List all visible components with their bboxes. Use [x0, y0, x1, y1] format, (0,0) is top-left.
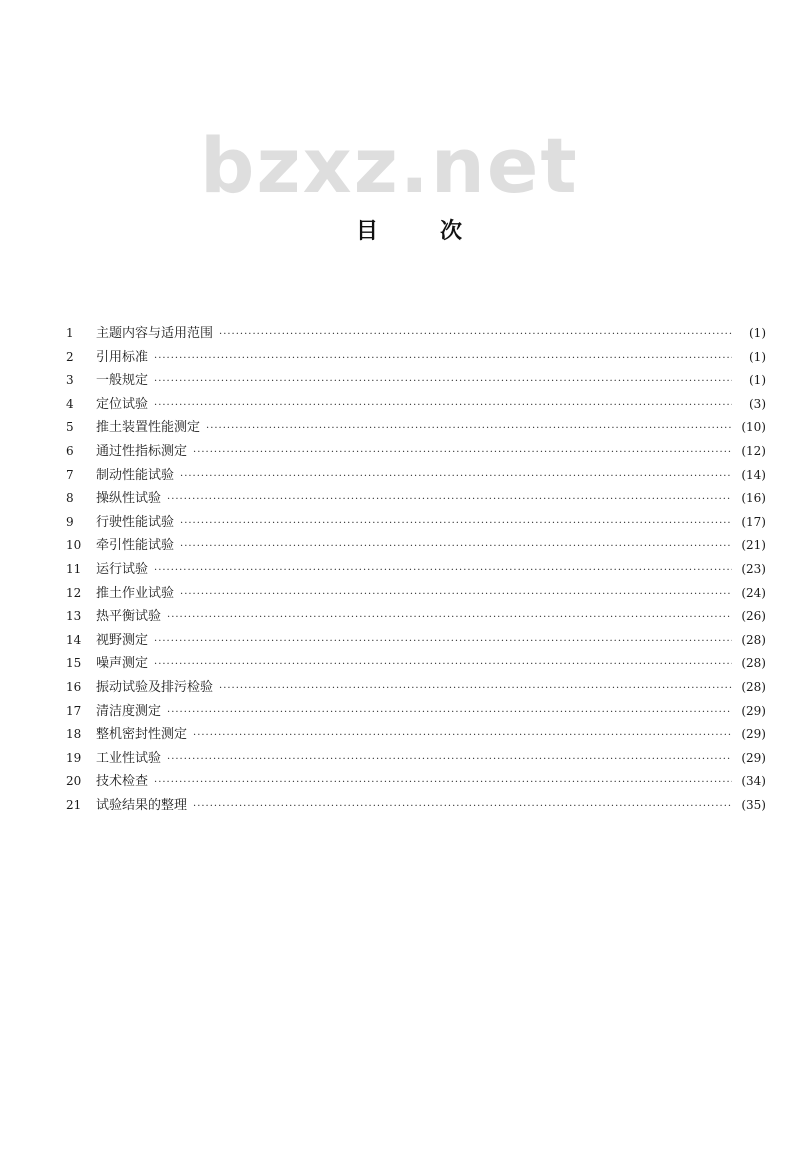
toc-entry-number: 8	[66, 491, 74, 506]
toc-entry	[66, 794, 766, 818]
toc-entry-page: (3)	[749, 396, 766, 411]
toc-entry-page: (28)	[741, 632, 766, 647]
toc-entry-number: 10	[66, 538, 82, 553]
dot-leader	[193, 730, 732, 741]
toc-entry-page: (29)	[741, 703, 766, 718]
dot-leader	[180, 518, 732, 529]
toc-entry-number: 5	[66, 420, 74, 435]
toc-entry	[66, 322, 766, 346]
dot-leader	[154, 777, 732, 788]
toc-entry-page: (28)	[741, 656, 766, 671]
toc-entry	[66, 652, 766, 676]
toc-entry-number: 6	[66, 443, 74, 458]
toc-entry-page: (1)	[749, 373, 766, 388]
toc-entry-page: (34)	[741, 774, 766, 789]
dot-leader	[180, 541, 732, 552]
dot-leader	[154, 636, 732, 647]
toc-entry-page: (24)	[741, 585, 766, 600]
title-char-1: 目	[356, 219, 379, 244]
toc-entry-label: 一般规定	[96, 373, 149, 389]
toc-entry-number: 4	[66, 396, 74, 411]
table-of-contents	[66, 322, 766, 817]
toc-entry	[66, 534, 766, 558]
toc-entry-number: 19	[66, 750, 82, 765]
toc-entry-label: 振动试验及排污检验	[96, 679, 214, 695]
toc-entry-page: (12)	[741, 443, 766, 458]
toc-entry-label: 主题内容与适用范围	[96, 326, 214, 341]
toc-entry-label: 通过性指标测定	[96, 443, 188, 459]
watermark: bzxz.net	[200, 121, 579, 210]
dot-leader	[167, 754, 732, 765]
dot-leader	[154, 659, 732, 670]
dot-leader	[206, 423, 732, 434]
title-char-2: 次	[440, 219, 463, 244]
dot-leader	[193, 801, 732, 812]
dot-leader	[219, 329, 732, 340]
toc-entry-label: 牵引性能试验	[96, 538, 175, 554]
toc-entry-label: 操纵性试验	[96, 491, 162, 507]
toc-entry-label: 噪声测定	[96, 656, 149, 672]
toc-entry-page: (14)	[741, 467, 766, 482]
dot-leader	[167, 612, 732, 623]
dot-leader	[154, 565, 732, 576]
toc-entry-number: 14	[66, 632, 82, 647]
dot-leader	[180, 471, 732, 482]
dot-leader	[154, 400, 732, 411]
toc-entry-number: 15	[66, 656, 82, 671]
toc-entry	[66, 605, 766, 629]
dot-leader	[180, 589, 732, 600]
toc-entry-number: 17	[66, 703, 82, 718]
toc-entry	[66, 629, 766, 653]
toc-entry-number: 18	[66, 727, 82, 742]
toc-entry	[66, 770, 766, 794]
toc-entry	[66, 369, 766, 393]
toc-entry-number: 2	[66, 349, 74, 364]
toc-entry-label: 视野测定	[96, 632, 149, 648]
toc-entry-number: 11	[66, 561, 82, 576]
toc-entry	[66, 676, 766, 700]
toc-entry-number: 21	[66, 797, 82, 812]
toc-entry-page: (26)	[741, 609, 766, 624]
toc-entry-number: 16	[66, 679, 82, 694]
toc-entry-label: 引用标准	[96, 349, 149, 365]
toc-entry-label: 行驶性能试验	[96, 514, 175, 530]
toc-entry	[66, 416, 766, 440]
toc-entry-page: (10)	[741, 420, 766, 435]
toc-entry	[66, 346, 766, 370]
toc-entry	[66, 511, 766, 535]
toc-entry-page: (1)	[749, 349, 766, 364]
toc-entry-page: (1)	[749, 326, 766, 340]
dot-leader	[167, 494, 732, 505]
toc-entry-label: 试验结果的整理	[96, 797, 188, 813]
toc-entry-label: 推土装置性能测定	[96, 420, 201, 436]
toc-entry	[66, 700, 766, 724]
toc-entry-label: 工业性试验	[96, 750, 162, 766]
toc-entry-number: 20	[66, 774, 82, 789]
toc-entry-label: 清洁度测定	[96, 703, 162, 719]
dot-leader	[219, 683, 732, 694]
toc-entry-page: (29)	[741, 750, 766, 765]
dot-leader	[167, 707, 732, 718]
toc-entry-number: 3	[66, 373, 74, 388]
dot-leader	[154, 376, 732, 387]
toc-entry-page: (29)	[741, 727, 766, 742]
toc-entry-page: (28)	[741, 679, 766, 694]
toc-entry	[66, 487, 766, 511]
dot-leader	[193, 447, 732, 458]
toc-entry	[66, 582, 766, 606]
toc-entry-number: 12	[66, 585, 82, 600]
toc-entry	[66, 393, 766, 417]
toc-entry	[66, 464, 766, 488]
page-title	[356, 214, 462, 245]
toc-entry-number: 1	[66, 326, 74, 340]
toc-entry-label: 制动性能试验	[96, 467, 175, 483]
toc-entry-label: 热平衡试验	[96, 609, 162, 625]
dot-leader	[154, 353, 732, 364]
toc-entry-page: (17)	[741, 514, 766, 529]
toc-entry	[66, 747, 766, 771]
toc-entry-page: (21)	[741, 538, 766, 553]
toc-entry-label: 整机密封性测定	[96, 727, 188, 743]
toc-entry-number: 9	[66, 514, 74, 529]
toc-entry-label: 推土作业试验	[96, 585, 175, 601]
toc-entry-page: (35)	[741, 797, 766, 812]
toc-entry-label: 运行试验	[96, 561, 149, 577]
toc-entry	[66, 440, 766, 464]
toc-entry	[66, 558, 766, 582]
toc-entry-label: 定位试验	[96, 396, 149, 412]
toc-entry	[66, 723, 766, 747]
toc-entry-number: 7	[66, 467, 74, 482]
toc-entry-page: (16)	[741, 491, 766, 506]
toc-entry-page: (23)	[741, 561, 766, 576]
toc-entry-number: 13	[66, 609, 82, 624]
toc-entry-label: 技术检查	[96, 774, 149, 790]
